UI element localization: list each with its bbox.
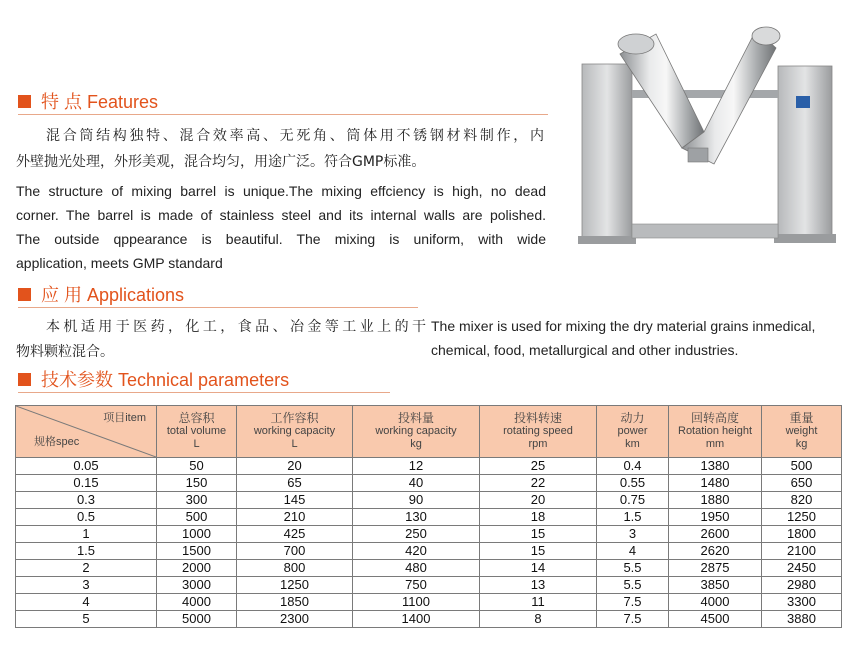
value-cell: 150 [157, 475, 237, 492]
value-cell: 90 [353, 492, 480, 509]
applications-heading [18, 281, 184, 307]
value-cell: 1850 [237, 594, 353, 611]
applications-en-line: chemical, food, metallurgical and other industries. [431, 342, 739, 358]
spec-cell: 0.15 [16, 475, 157, 492]
value-cell: 7.5 [597, 594, 669, 611]
value-cell: 40 [353, 475, 480, 492]
value-cell: 1100 [353, 594, 480, 611]
value-cell: 500 [762, 458, 842, 475]
applications-en-text [431, 314, 843, 362]
applications-underline [18, 307, 418, 308]
features-en-line: The outside qppearance is beautiful. The mixing is uniform, with wide [16, 231, 546, 247]
value-cell: 14 [480, 560, 597, 577]
technical-title: 技术参数 Technical parameters [41, 370, 290, 390]
value-cell: 65 [237, 475, 353, 492]
table-row [16, 611, 842, 628]
value-cell: 4000 [157, 594, 237, 611]
value-cell: 3850 [669, 577, 762, 594]
value-cell: 18 [480, 509, 597, 526]
header-item-label: 项目item [103, 412, 146, 424]
features-title: 特 点 Features [41, 92, 159, 112]
value-cell: 0.75 [597, 492, 669, 509]
value-cell: 820 [762, 492, 842, 509]
value-cell: 800 [237, 560, 353, 577]
column-header: 投料转速 rotating speed rpm [480, 406, 597, 458]
table-row [16, 475, 842, 492]
value-cell: 3 [597, 526, 669, 543]
table-row [16, 492, 842, 509]
value-cell: 1250 [762, 509, 842, 526]
value-cell: 1880 [669, 492, 762, 509]
value-cell: 15 [480, 526, 597, 543]
value-cell: 2600 [669, 526, 762, 543]
value-cell: 13 [480, 577, 597, 594]
column-header: 回转高度 Rotation height mm [669, 406, 762, 458]
value-cell: 2300 [237, 611, 353, 628]
square-bullet-icon [18, 288, 31, 301]
square-bullet-icon [18, 95, 31, 108]
v-mixer-machine-image [578, 14, 840, 246]
value-cell: 1480 [669, 475, 762, 492]
spec-cell: 2 [16, 560, 157, 577]
value-cell: 210 [237, 509, 353, 526]
features-en-line: The structure of mixing barrel is unique.The mixing effciency is high, no dead [16, 183, 546, 199]
column-header: 总容积 total volume L [157, 406, 237, 458]
value-cell: 420 [353, 543, 480, 560]
value-cell: 1800 [762, 526, 842, 543]
features-cn-text [46, 124, 544, 149]
features-underline [18, 114, 548, 115]
value-cell: 4500 [669, 611, 762, 628]
value-cell: 1380 [669, 458, 762, 475]
spec-cell: 0.05 [16, 458, 157, 475]
applications-cn-line: 本机适用于医药，化工，食品、冶金等工业上的干 [46, 319, 426, 335]
table-row [16, 577, 842, 594]
value-cell: 1.5 [597, 509, 669, 526]
value-cell: 145 [237, 492, 353, 509]
technical-heading [18, 366, 289, 392]
features-heading [18, 88, 158, 114]
value-cell: 0.55 [597, 475, 669, 492]
value-cell: 2100 [762, 543, 842, 560]
value-cell: 4000 [669, 594, 762, 611]
features-cn-text-2 [16, 150, 544, 175]
value-cell: 1250 [237, 577, 353, 594]
applications-cn-line: 物料颗粒混合。 [16, 344, 114, 360]
value-cell: 11 [480, 594, 597, 611]
technical-underline [18, 392, 390, 393]
header-spec-label: 规格spec [34, 436, 80, 448]
features-en-line: application, meets GMP standard [16, 255, 223, 271]
spec-cell: 4 [16, 594, 157, 611]
value-cell: 5000 [157, 611, 237, 628]
features-cn-line: 外壁抛光处理，外形美观，混合均匀，用途广泛。符合GMP标准。 [16, 154, 426, 170]
value-cell: 15 [480, 543, 597, 560]
value-cell: 2000 [157, 560, 237, 577]
value-cell: 2875 [669, 560, 762, 577]
features-cn-line: 混合筒结构独特、混合效率高、无死角、筒体用不锈钢材料制作，内 [46, 128, 544, 144]
table-row [16, 458, 842, 475]
value-cell: 0.4 [597, 458, 669, 475]
value-cell: 2620 [669, 543, 762, 560]
value-cell: 50 [157, 458, 237, 475]
applications-cn-text-2 [16, 340, 316, 365]
value-cell: 1400 [353, 611, 480, 628]
features-en-text [16, 179, 546, 275]
value-cell: 5.5 [597, 577, 669, 594]
value-cell: 2980 [762, 577, 842, 594]
value-cell: 20 [237, 458, 353, 475]
value-cell: 480 [353, 560, 480, 577]
spec-cell: 1.5 [16, 543, 157, 560]
value-cell: 1000 [157, 526, 237, 543]
value-cell: 300 [157, 492, 237, 509]
value-cell: 20 [480, 492, 597, 509]
table-body [16, 458, 842, 628]
value-cell: 22 [480, 475, 597, 492]
value-cell: 3000 [157, 577, 237, 594]
value-cell: 3880 [762, 611, 842, 628]
value-cell: 5.5 [597, 560, 669, 577]
spec-cell: 0.3 [16, 492, 157, 509]
table-row [16, 594, 842, 611]
applications-title: 应 用 Applications [41, 285, 185, 305]
value-cell: 130 [353, 509, 480, 526]
value-cell: 1950 [669, 509, 762, 526]
spec-cell: 3 [16, 577, 157, 594]
value-cell: 4 [597, 543, 669, 560]
value-cell: 700 [237, 543, 353, 560]
value-cell: 1500 [157, 543, 237, 560]
column-header: 投料量 working capacity kg [353, 406, 480, 458]
table-row [16, 526, 842, 543]
value-cell: 3300 [762, 594, 842, 611]
value-cell: 750 [353, 577, 480, 594]
technical-parameters-table [15, 405, 842, 628]
column-header: 动力 power km [597, 406, 669, 458]
value-cell: 12 [353, 458, 480, 475]
value-cell: 250 [353, 526, 480, 543]
value-cell: 425 [237, 526, 353, 543]
column-header: 重量 weight kg [762, 406, 842, 458]
spec-cell: 0.5 [16, 509, 157, 526]
diagonal-header-cell [16, 406, 157, 458]
table-row [16, 509, 842, 526]
value-cell: 500 [157, 509, 237, 526]
square-bullet-icon [18, 373, 31, 386]
value-cell: 650 [762, 475, 842, 492]
value-cell: 7.5 [597, 611, 669, 628]
spec-cell: 1 [16, 526, 157, 543]
table-header-row [16, 406, 842, 458]
value-cell: 25 [480, 458, 597, 475]
spec-cell: 5 [16, 611, 157, 628]
value-cell: 2450 [762, 560, 842, 577]
applications-cn-text [46, 315, 426, 340]
table-row [16, 543, 842, 560]
features-en-line: corner. The barrel is made of stainless steel and its internal walls are polished. [16, 207, 546, 223]
column-header: 工作容积 working capacity L [237, 406, 353, 458]
value-cell: 8 [480, 611, 597, 628]
applications-en-line: The mixer is used for mixing the dry material grains inmedical, [431, 318, 816, 334]
table-row [16, 560, 842, 577]
